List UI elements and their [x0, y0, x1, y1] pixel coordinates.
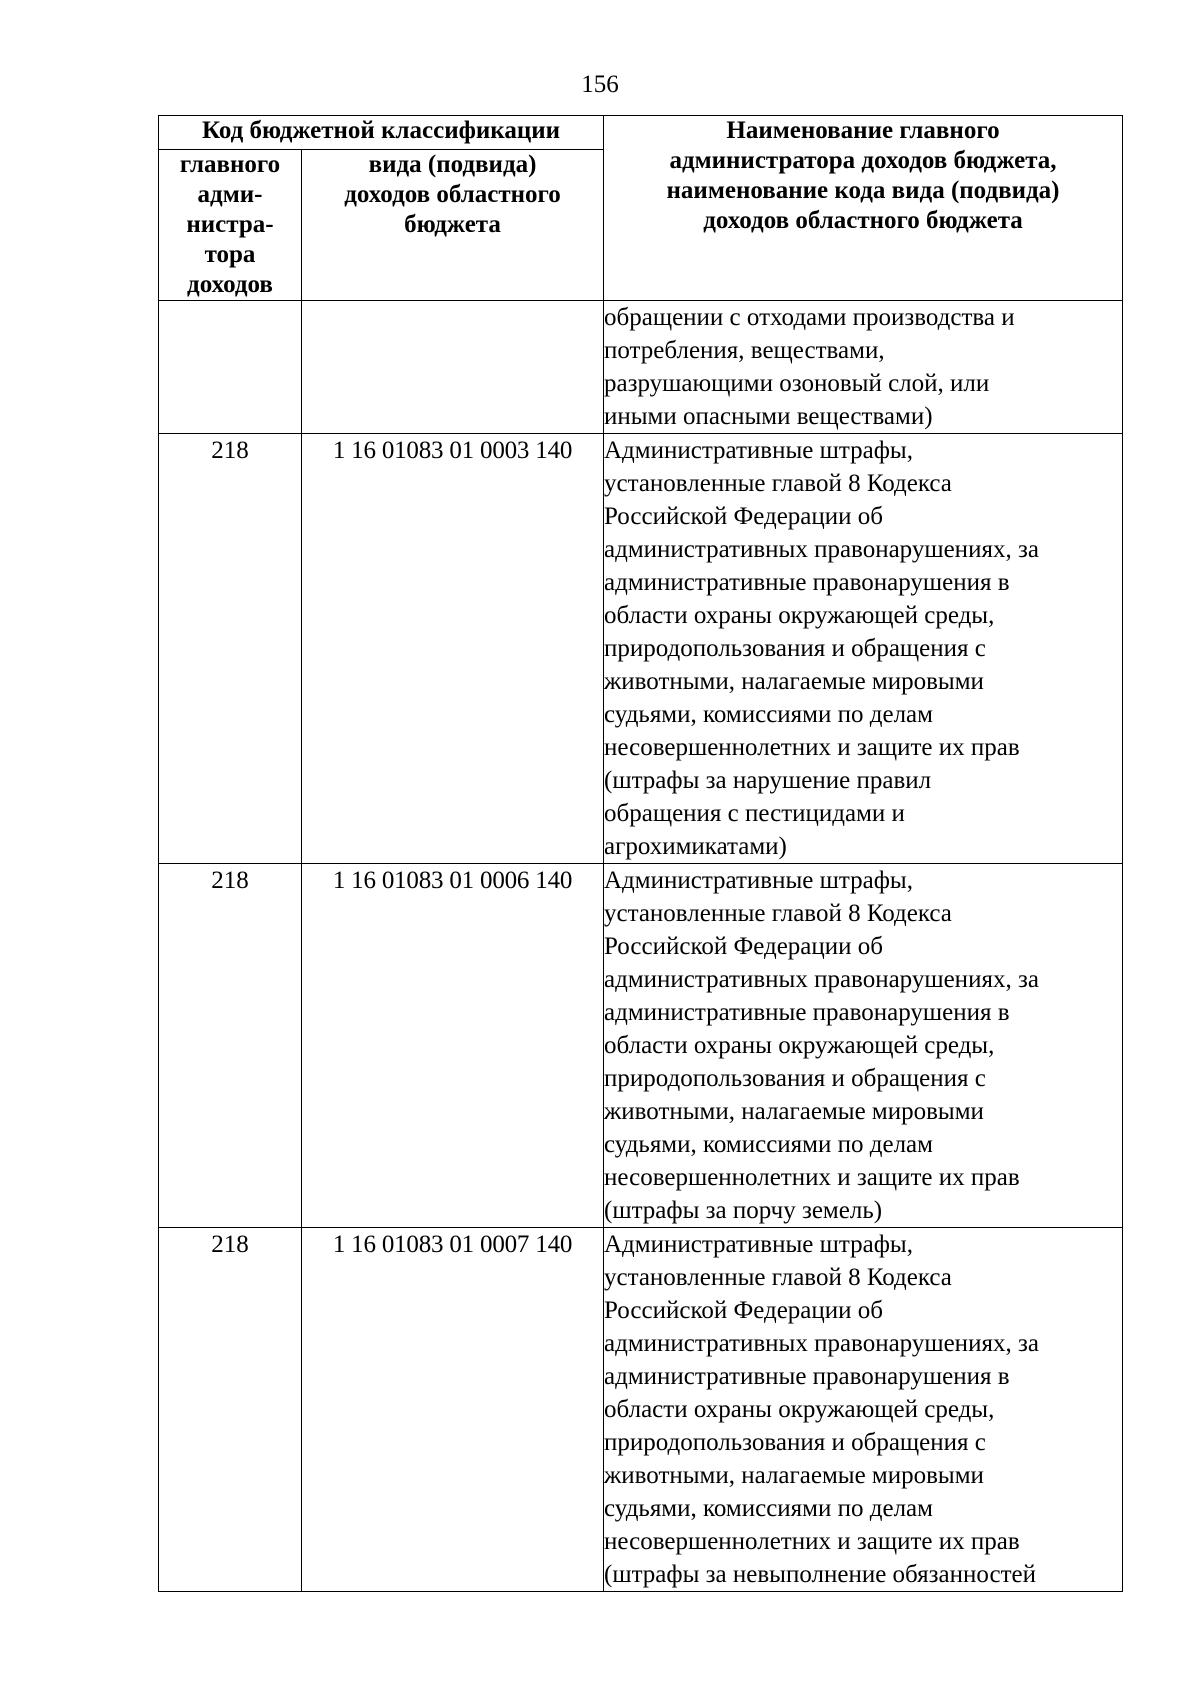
description-line: судьями, комиссиями по делам: [604, 1131, 933, 1158]
description-line: Российской Федерации об: [604, 503, 883, 530]
description-line: области охраны окружающей среды,: [604, 602, 995, 629]
description-line: природопользования и обращения с: [604, 635, 986, 662]
table-row: [159, 434, 1123, 864]
description-line: обращения с пестицидами и: [604, 800, 905, 827]
description-line: Административные штрафы,: [604, 867, 913, 894]
description-line: области охраны окружающей среды,: [604, 1396, 995, 1423]
header-budget-classification-code: Код бюджетной классификации: [159, 116, 604, 150]
table-row: [159, 301, 1123, 434]
description-line: разрушающими озоновый слой, или: [604, 370, 990, 397]
header-line: доходов областного бюджета: [703, 207, 1023, 234]
income-code-cell: 1 16 01083 01 0006 140: [302, 864, 604, 1228]
description-line: природопользования и обращения с: [604, 1065, 986, 1092]
description-line: (штрафы за невыполнение обязанностей: [604, 1561, 1036, 1588]
description-line: установленные главой 8 Кодекса: [604, 1264, 952, 1291]
description-cell: [604, 864, 1123, 1228]
description-line: агрохимикатами): [604, 833, 787, 860]
description-line: животными, налагаемые мировыми: [604, 668, 984, 695]
description-line: Административные штрафы,: [604, 1231, 913, 1258]
description-line: потребления, веществами,: [604, 337, 885, 364]
admin-code-cell: 218: [159, 864, 302, 1228]
header-line: бюджета: [404, 211, 501, 238]
description-line: административные правонарушения в: [604, 1363, 1010, 1390]
table-header: [159, 116, 1123, 301]
income-code-cell: [302, 301, 604, 434]
description-line: Административные штрафы,: [604, 437, 913, 464]
table-row: [159, 1228, 1123, 1592]
description-line: установленные главой 8 Кодекса: [604, 900, 952, 927]
description-line: судьями, комиссиями по делам: [604, 701, 933, 728]
description-line: Российской Федерации об: [604, 933, 883, 960]
description-cell: [604, 434, 1123, 864]
header-line: доходов областного: [344, 181, 561, 208]
description-cell: [604, 1228, 1123, 1592]
description-line: несовершеннолетних и защите их прав: [604, 1164, 1020, 1191]
header-name-column: [604, 116, 1123, 301]
description-line: иными опасными веществами): [604, 403, 933, 430]
budget-classification-table: [158, 115, 1123, 1592]
description-line: Российской Федерации об: [604, 1297, 883, 1324]
description-line: (штрафы за нарушение правил: [604, 767, 932, 794]
description-cell: [604, 301, 1123, 434]
description-line: несовершеннолетних и защите их прав: [604, 1528, 1020, 1555]
description-line: области охраны окружающей среды,: [604, 1032, 995, 1059]
table-body: [159, 301, 1123, 1592]
description-line: административных правонарушениях, за: [604, 536, 1039, 563]
header-code-column: [302, 150, 604, 301]
header-line: тора: [204, 241, 256, 268]
admin-code-cell: [159, 301, 302, 434]
header-line: нистра-: [186, 211, 274, 238]
admin-code-cell: 218: [159, 1228, 302, 1592]
header-line: главного: [179, 151, 281, 178]
description-line: административных правонарушениях, за: [604, 1330, 1039, 1357]
description-line: административные правонарушения в: [604, 569, 1010, 596]
page-number: 156: [581, 71, 619, 98]
description-line: установленные главой 8 Кодекса: [604, 470, 952, 497]
header-line: администратора доходов бюджета,: [669, 147, 1057, 174]
description-line: животными, налагаемые мировыми: [604, 1462, 984, 1489]
table-row: [159, 864, 1123, 1228]
description-line: животными, налагаемые мировыми: [604, 1098, 984, 1125]
description-line: административных правонарушениях, за: [604, 966, 1039, 993]
income-code-cell: 1 16 01083 01 0003 140: [302, 434, 604, 864]
description-line: судьями, комиссиями по делам: [604, 1495, 933, 1522]
header-line: адми-: [197, 181, 263, 208]
description-line: (штрафы за порчу земель): [604, 1197, 883, 1224]
income-code-cell: 1 16 01083 01 0007 140: [302, 1228, 604, 1592]
header-line: вида (подвида): [368, 151, 537, 178]
description-line: обращении с отходами производства и: [604, 304, 1015, 331]
description-line: несовершеннолетних и защите их прав: [604, 734, 1020, 761]
header-line: Наименование главного: [726, 117, 1000, 144]
header-admin-column: [159, 150, 302, 301]
description-line: административные правонарушения в: [604, 999, 1010, 1026]
admin-code-cell: 218: [159, 434, 302, 864]
header-line: наименование кода вида (подвида): [666, 177, 1060, 204]
header-line: доходов: [187, 271, 273, 298]
description-line: природопользования и обращения с: [604, 1429, 986, 1456]
